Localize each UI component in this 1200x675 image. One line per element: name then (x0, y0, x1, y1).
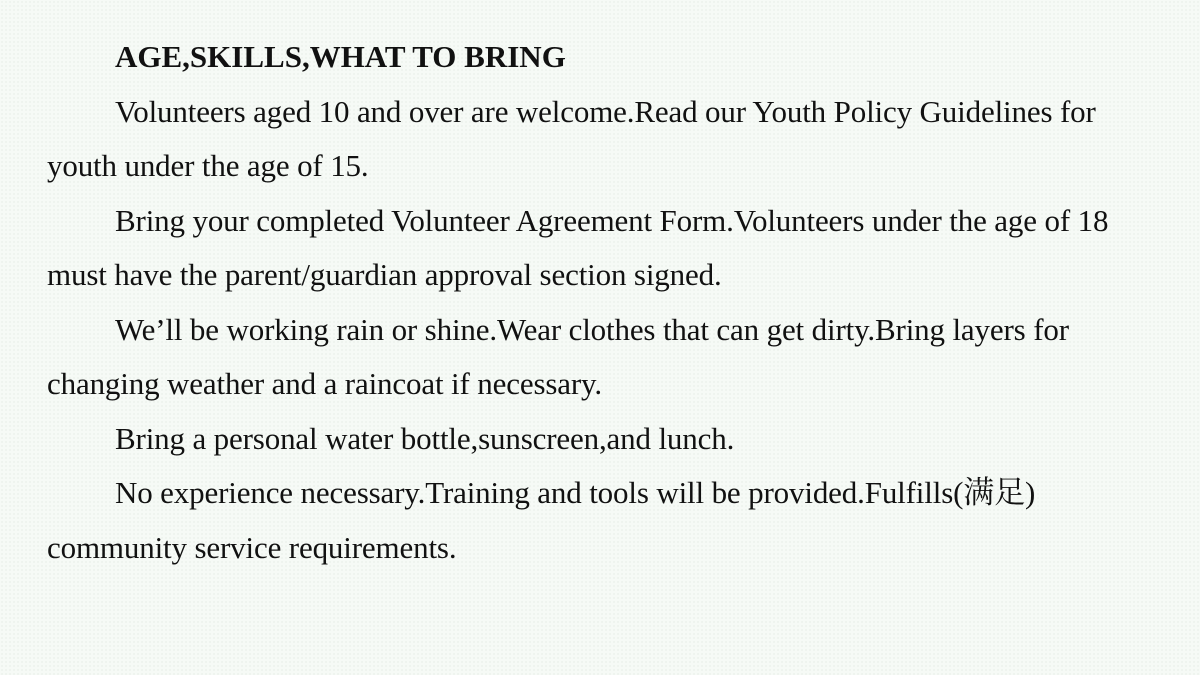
paragraph-age-policy: Volunteers aged 10 and over are welcome.Read our Youth Policy Guidelines for youth under the age of 15. (47, 93, 1096, 183)
paragraph-clothing: We’ll be working rain or shine.Wear clothes that can get dirty.Bring layers for changing weather and a raincoat if necessary. (47, 311, 1069, 401)
paragraph-agreement-form: Bring your completed Volunteer Agreement Form.Volunteers under the age of 18 must have the parent/guardian approval section signed. (47, 202, 1109, 292)
paragraph-supplies: Bring a personal water bottle,sunscreen,and lunch. (115, 420, 735, 456)
section-heading: AGE,SKILLS,WHAT TO BRING (115, 39, 566, 74)
paragraph-experience: No experience necessary.Training and tools will be provided.Fulfills(满足) community service requirements. (47, 475, 1036, 565)
